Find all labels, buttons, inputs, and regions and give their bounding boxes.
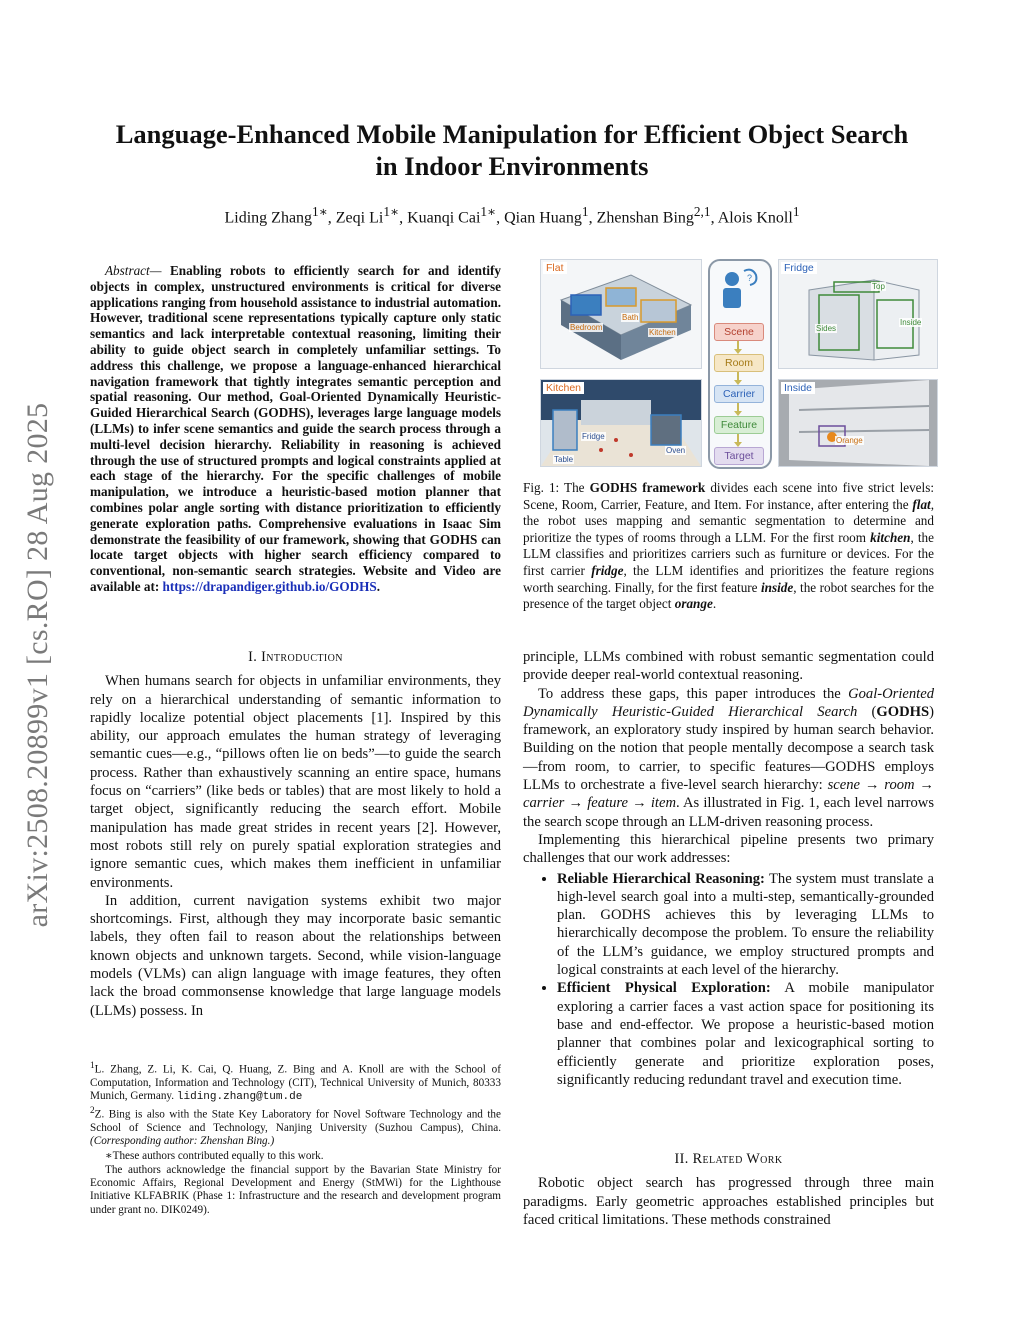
title-line-1: Language-Enhanced Mobile Manipulation for Efficient Object Search [115, 119, 909, 149]
fridge-panel [778, 259, 938, 369]
carrier-label: Oven [666, 446, 686, 455]
kitchen-panel [540, 379, 702, 467]
level-target: Target [714, 447, 764, 465]
search-hierarchy [708, 259, 772, 469]
section-number: II. [674, 1151, 689, 1167]
robot-user-icon [710, 265, 766, 325]
author-affiliation: 1∗ [312, 204, 328, 219]
level-feature: Feature [714, 416, 764, 434]
challenge-list [523, 870, 934, 1090]
inside-panel [778, 379, 938, 467]
section-heading [90, 648, 501, 666]
author: Alois Knoll [717, 209, 793, 227]
author-affiliation: 1 [792, 204, 800, 219]
author: Zhenshan Bing [596, 209, 694, 227]
panel-tag: Inside [781, 382, 815, 394]
author: Qian Huang [504, 209, 582, 227]
level-scene: Scene [714, 323, 764, 341]
challenge-item: • Reliable Hierarchical Reasoning: The system must translate a high-level search goal into a multi-step, semantically-grounded plan. GODHS achieves this by leveraging LLMs to hierarchically decompose the problem. To ensure the reliability of the LLM’s guidance, we employ structured prompts and logical constraints at each level of the hierarchy. [557, 870, 934, 980]
figure-1 [540, 255, 936, 467]
project-link[interactable]: https://drapandiger.github.io/GODHS [162, 578, 377, 594]
intro-paragraph-1: When humans search for objects in unfamiliar environments, they rely on a hierarchical understanding of semantic information to rapidly localize potential object placements [1]. Inspired by this ability, our approach emulates the human strategy of leveraging semantic cues—e.g., “pillows often lie on beds”—to guide the search process. Rather than exhaustively scanning an entire space, humans focus on “carriers” (like beds or tables) that are most likely to hold a target object, significantly reducing the search effort. Mobile manipulation has made great strides in recent years [2]. However, most robots still rely on purely spatial exploration strategies and ignore semantic cues, which makes them inefficient in unfamiliar environments. [90, 673, 501, 891]
section-title: Related Work [692, 1151, 783, 1167]
footnote-equal-contribution: ∗These authors contributed equally to this work. [105, 1149, 324, 1162]
svg-text:?: ? [747, 273, 753, 283]
author: Liding Zhang [224, 209, 313, 227]
section-heading [523, 1150, 934, 1168]
carrier-label: Fridge [582, 432, 605, 441]
feature-label: Sides [816, 324, 837, 333]
author-affiliation: 1∗ [480, 204, 497, 219]
section-number: I. [248, 649, 258, 665]
abstract-text: Enabling robots to efficiently search for and identify objects in complex, unstructured environments is critical for diverse applications ranging from household assistance to industrial automation. However, traditional scene representations typically capture only static semantics and lack interpretable contextual reasoning, limiting their ability to guide object search in completely unfamiliar settings. To address this challenge, we propose a language-enhanced hierarchical navigation framework that tightly integrates semantic perception and spatial reasoning. Our method, Goal-Oriented Dynamically Heuristic-Guided Hierarchical Search (GODHS), leverages large language models (LLMs) to infer scene semantics and guide the search process through a multi-level decision hierarchy. Reliability in reasoning is achieved through the use of structured prompts and logical constraints applied at each stage of the hierarchy. For the specific challenges of mobile manipulation, we introduce a heuristic-based motion planner that combines polar angle sorting with distance prioritization to efficiently generate exploration paths. Comprehensive evaluations in Isaac Sim demonstrate the feasibility of our framework, showing that GODHS can locate target objects with higher search efficiency compared to conventional, non-semantic search strategies. Website and Video are available at: [90, 263, 501, 594]
arxiv-stamp [8, 370, 68, 960]
footnote-2: $^2$Z. Bing is also with the State Key Laboratory for Novel Software Technology and the School of Science and Technology, Nanjing University (Suzhou Campus), China. (Corresponding author: Zhenshan Bing.) [90, 1106, 501, 1148]
footnotes [90, 1060, 501, 1218]
feature-label: Inside [900, 318, 922, 327]
author: Kuanqi Cai [407, 209, 481, 227]
panel-tag: Fridge [781, 262, 817, 274]
challenge-item: • Efficient Physical Exploration: A mobile manipulator exploring a carrier faces a vast action space for positioning its base and end-effector. We propose a heuristic-based motion planner that combines polar and lexicographical sorting to efficiently generate and prioritize exploration poses, significantly reducing redundant travel and execution time. [557, 979, 934, 1089]
abstract-label: Abstract [105, 263, 150, 278]
footnote-funding: The authors acknowledge the financial support by the Bavarian State Ministry for Economic Affairs, Regional Development and Energy (StMWi) for the Lighthouse Initiative KLFABRIK (Phase 1: Infrastructure and the research and development program under grant no. DIK0249). [90, 1163, 501, 1216]
panel-tag: Flat [543, 262, 567, 274]
challenges-paragraph: Implementing this hierarchical pipeline presents two primary challenges that our work addresses: [523, 831, 934, 867]
introduction-section [90, 648, 501, 1020]
room-label: Kitchen [649, 328, 676, 337]
level-carrier: Carrier [714, 385, 764, 403]
flat-panel [540, 259, 702, 369]
related-paragraph-1: Robotic object search has progressed through three main paradigms. Early geometric approaches established principles but faced critical limitations. These methods constrained [523, 1175, 934, 1228]
author-affiliation: 1 [581, 204, 589, 219]
gaps-paragraph: To address these gaps, this paper introduces the Goal-Oriented Dynamically Heuristic-Guided Hierarchical Search (GODHS) framework, an exploratory study inspired by human search behavior. Building on the notion that people mentally decompose a search task—from room, to carrier, to specific features—GODHS employs LLMs to orchestrate a five-level search hierarchy: scene → room → carrier → feature → item. As illustrated in Fig. 1, each level narrows the search scope through an LLM-driven reasoning process. [523, 685, 935, 830]
paper-title [90, 118, 934, 182]
intro-paragraph-2: In addition, current navigation systems exhibit two major shortcomings. First, although they may incorporate basic semantic labels, they often fail to reason about the relationships between known objects and unknown targets. Second, while vision-language models (VLMs) can align language with image features, they often lack the broad commonsense knowledge that large language models (LLMs) possess. In [90, 892, 501, 1019]
section-title: Introduction [261, 649, 343, 665]
author-affiliation: 2,1 [693, 204, 711, 219]
target-label: Orange [836, 436, 863, 445]
right-column-text [523, 648, 934, 1089]
figure-caption: Fig. 1: The GODHS framework divides each scene into five strict levels: Scene, Room, Carrier, Feature, and Item. For instance, after entering the flat, the robot uses mapping and semantic segmentation to determine and prioritize the types of rooms through a LLM. For the first room kitchen, the LLM classifies and prioritizes carriers such as furniture or devices. For the first carrier fridge, the LLM identifies and prioritizes the feature regions worth searching. Finally, for the first feature inside, the robot searches for the presence of the target object orange. [523, 480, 935, 612]
arxiv-id: arXiv:2508.20899v1 [cs.RO] 28 Aug 2025 [21, 402, 54, 928]
title-line-2: in Indoor Environments [375, 151, 649, 181]
continued-paragraph: principle, LLMs combined with robust semantic segmentation could provide deeper real-world contextual reasoning. [523, 649, 934, 684]
room-label: Bedroom [570, 323, 603, 332]
email: liding.zhang@tum.de [176, 1091, 303, 1104]
room-label: Bath [622, 313, 639, 322]
feature-label: Top [872, 282, 885, 291]
author: Zeqi Li [335, 209, 384, 227]
panel-tag: Kitchen [543, 382, 584, 394]
fridge-illustration [779, 260, 937, 368]
level-room: Room [714, 354, 764, 372]
carrier-label: Table [554, 455, 574, 464]
related-work-section [523, 1150, 934, 1229]
abstract: Abstract— Enabling robots to efficiently search for and identify objects in complex, unstructured environments is critical for diverse applications ranging from household assistance to industrial automation. However, traditional scene representations typically capture only static semantics and lack interpretable contextual reasoning, limiting their ability to guide object search in completely unfamiliar settings. To address this challenge, we propose a language-enhanced hierarchical navigation framework that tightly integrates semantic perception and spatial reasoning. Our method, Goal-Oriented Dynamically Heuristic-Guided Hierarchical Search (GODHS), leverages large language models (LLMs) to infer scene semantics and guide the search process through a multi-level decision hierarchy. Reliability in reasoning is achieved through the use of structured prompts and logical constraints applied at each stage of the hierarchy. For the specific challenges of mobile manipulation, we introduce a heuristic-based motion planner that combines polar angle sorting with distance prioritization to efficiently generate exploration paths. Comprehensive evaluations in Isaac Sim demonstrate the feasibility of our framework, showing that GODHS can locate target objects with higher search efficiency compared to conventional, non-semantic search strategies. Website and Video are available at: https://drapandiger.github.io/GODHS. [90, 263, 501, 594]
footnote-1: $^1$L. Zhang, Z. Li, K. Cai, Q. Huang, Z. Bing and A. Knoll are with the School of Computation, Information and Technology (CIT), Technical University of Munich, 80333 Munich, Germany. liding.zhang@tum.de [90, 1061, 501, 1104]
author-list: Liding Zhang$^{1∗}$, Zeqi $Li^{1∗}$, Kuanqi Cai$^{1∗}$, Qian Huang$^1$, Zhenshan Bing$^{2,1}$, Alois Knoll$^1$ [224, 204, 800, 227]
author-affiliation: 1∗ [383, 204, 400, 219]
